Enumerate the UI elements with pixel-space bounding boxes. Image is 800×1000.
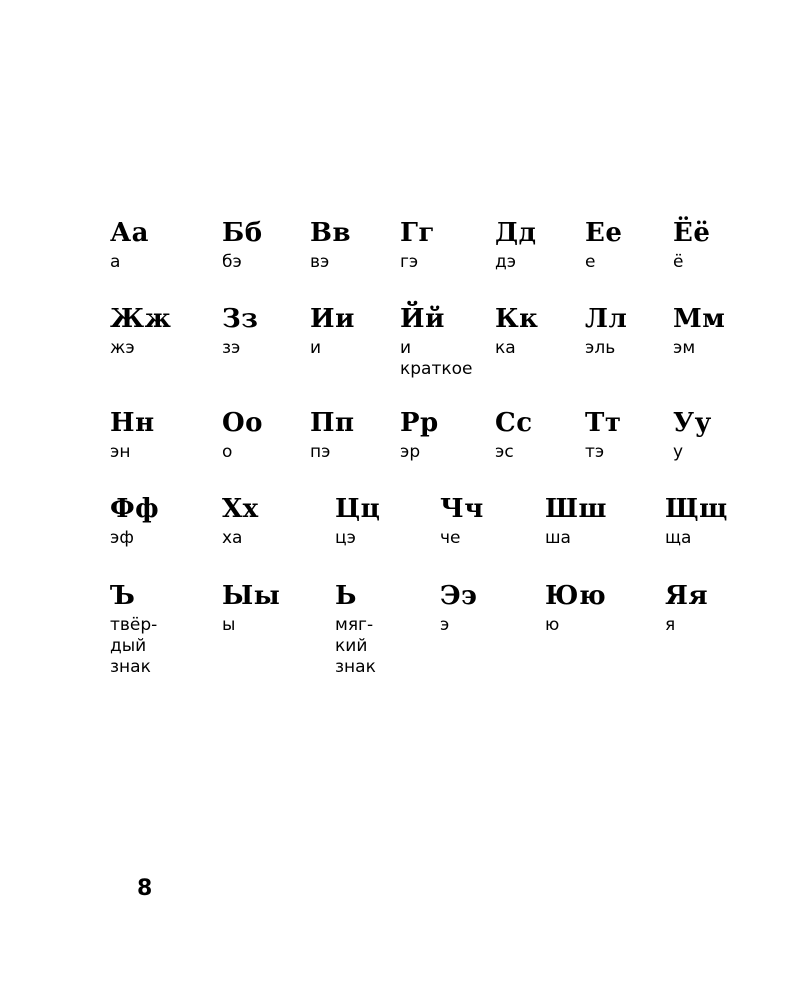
letter-name: ша bbox=[545, 528, 571, 548]
letter-name: ща bbox=[665, 528, 692, 548]
letter-name: а bbox=[110, 252, 121, 272]
alphabet-cell-tse bbox=[335, 494, 380, 549]
alphabet-cell-yu bbox=[545, 581, 606, 636]
letter-name: гэ bbox=[400, 252, 419, 272]
letter-name: эн bbox=[110, 442, 131, 462]
letter: Гг bbox=[400, 218, 435, 248]
alphabet-cell-o bbox=[222, 408, 263, 463]
letter: Фф bbox=[110, 494, 160, 524]
letter-name: э bbox=[440, 615, 450, 635]
letter-name: бэ bbox=[222, 252, 242, 272]
letter-name: ё bbox=[673, 252, 684, 272]
letter-name: эль bbox=[585, 338, 616, 358]
alphabet-cell-ge bbox=[400, 218, 435, 273]
letter: Пп bbox=[310, 408, 355, 438]
alphabet-cell-be bbox=[222, 218, 263, 273]
alphabet-cell-ka bbox=[495, 304, 538, 359]
letter: Мм bbox=[673, 304, 726, 334]
letter: Чч bbox=[440, 494, 484, 524]
alphabet-cell-che bbox=[440, 494, 484, 549]
alphabet-cell-ve bbox=[310, 218, 351, 273]
letter: Аа bbox=[110, 218, 150, 248]
letter-name: зэ bbox=[222, 338, 241, 358]
alphabet-cell-ze bbox=[222, 304, 258, 359]
letter: Хх bbox=[222, 494, 259, 524]
letter-name: цэ bbox=[335, 528, 356, 548]
alphabet-cell-a bbox=[110, 218, 149, 273]
letter-name: о bbox=[222, 442, 233, 462]
letter-name: ю bbox=[545, 615, 560, 635]
letter: Лл bbox=[585, 304, 628, 334]
letter-name: и краткое bbox=[400, 338, 473, 379]
letter-name: ы bbox=[222, 615, 236, 635]
letter-name: я bbox=[665, 615, 676, 635]
letter: Уу bbox=[673, 408, 712, 438]
letter-name: эф bbox=[110, 528, 134, 548]
letter: Ее bbox=[585, 218, 623, 248]
alphabet-cell-hard-sign bbox=[110, 581, 157, 678]
letter-name: ха bbox=[222, 528, 243, 548]
letter-name: эр bbox=[400, 442, 421, 462]
alphabet-cell-em bbox=[673, 304, 725, 359]
alphabet-cell-yo bbox=[673, 218, 710, 273]
alphabet-cell-ye bbox=[585, 218, 622, 273]
letter: Ыы bbox=[222, 581, 281, 611]
letter-name: мяг- кий знак bbox=[335, 615, 376, 677]
letter: Рр bbox=[400, 408, 439, 438]
letter: Жж bbox=[110, 304, 172, 334]
letter: Ии bbox=[310, 304, 355, 334]
letter-name: пэ bbox=[310, 442, 331, 462]
letter: Ь bbox=[335, 581, 357, 611]
letter: Нн bbox=[110, 408, 155, 438]
alphabet-cell-u bbox=[673, 408, 712, 463]
alphabet-cell-en bbox=[110, 408, 155, 463]
letter: Юю bbox=[545, 581, 607, 611]
letter-name: ка bbox=[495, 338, 516, 358]
alphabet-cell-el bbox=[585, 304, 627, 359]
alphabet-cell-te bbox=[585, 408, 621, 463]
letter-name: и bbox=[310, 338, 322, 358]
letter-name: е bbox=[585, 252, 596, 272]
alphabet-cell-er bbox=[400, 408, 439, 463]
letter: Зз bbox=[222, 304, 259, 334]
letter: Кк bbox=[495, 304, 539, 334]
alphabet-cell-pe bbox=[310, 408, 355, 463]
alphabet-cell-de bbox=[495, 218, 536, 273]
letter: Вв bbox=[310, 218, 352, 248]
letter-name: жэ bbox=[110, 338, 135, 358]
letter: Тт bbox=[585, 408, 622, 438]
letter-name: твёр- дый знак bbox=[110, 615, 158, 677]
letter: Сс bbox=[495, 408, 533, 438]
letter-name: дэ bbox=[495, 252, 517, 272]
alphabet-cell-soft-sign bbox=[335, 581, 376, 678]
letter: Ээ bbox=[440, 581, 478, 611]
alphabet-cell-y bbox=[222, 581, 280, 636]
alphabet-cell-ya bbox=[665, 581, 708, 636]
letter-name: у bbox=[673, 442, 684, 462]
alphabet-cell-kha bbox=[222, 494, 259, 549]
letter: Яя bbox=[665, 581, 709, 611]
letter: Бб bbox=[222, 218, 263, 248]
letter: Цц bbox=[335, 494, 381, 524]
letter-name: че bbox=[440, 528, 461, 548]
letter: Оо bbox=[222, 408, 263, 438]
letter-name: вэ bbox=[310, 252, 330, 272]
letter-name: эс bbox=[495, 442, 514, 462]
alphabet-cell-i bbox=[310, 304, 355, 359]
letter: Шш bbox=[545, 494, 607, 524]
alphabet-cell-es bbox=[495, 408, 533, 463]
letter: Ъ bbox=[110, 581, 136, 611]
alphabet-cell-sha bbox=[545, 494, 607, 549]
letter: Дд bbox=[495, 218, 537, 248]
page-number: 8 bbox=[137, 876, 153, 901]
alphabet-cell-i-kratkoye bbox=[400, 304, 473, 380]
alphabet-cell-shcha bbox=[665, 494, 728, 549]
letter: Щщ bbox=[665, 494, 728, 524]
alphabet-cell-e bbox=[440, 581, 478, 636]
alphabet-cell-zhe bbox=[110, 304, 171, 359]
letter: Йй bbox=[400, 304, 445, 334]
letter-name: тэ bbox=[585, 442, 605, 462]
letter-name: эм bbox=[673, 338, 696, 358]
letter: Ёё bbox=[673, 218, 711, 248]
alphabet-cell-ef bbox=[110, 494, 159, 549]
